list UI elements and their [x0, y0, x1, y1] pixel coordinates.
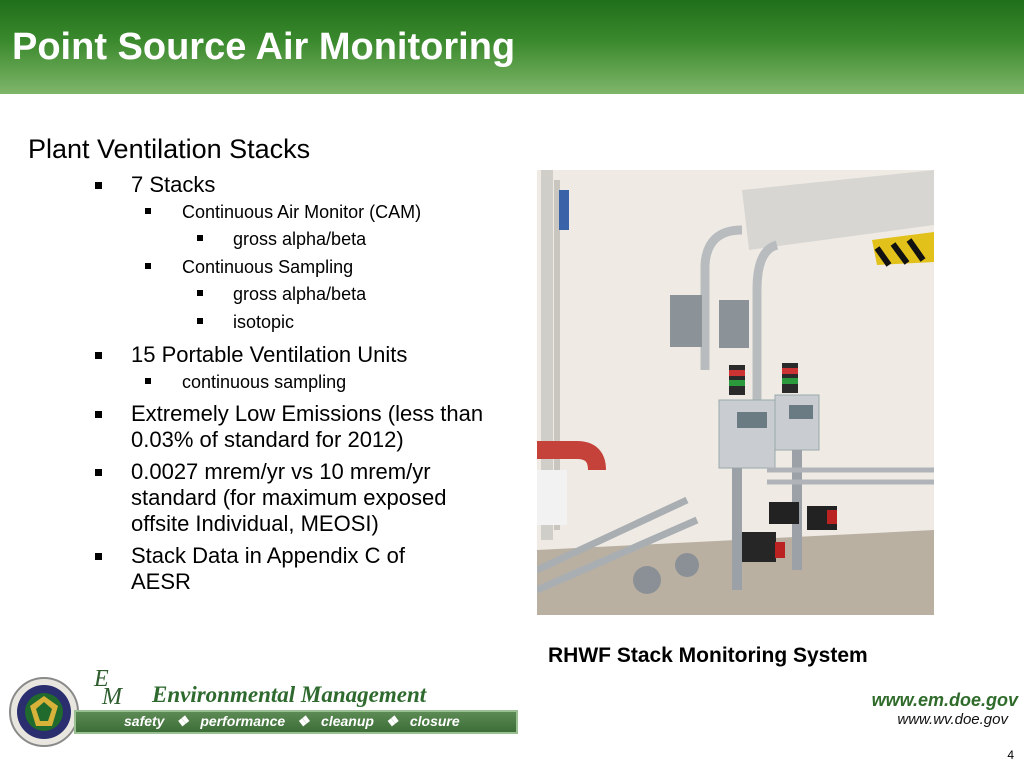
bullet-content — [28, 130, 508, 595]
section-heading: Plant Ventilation Stacks — [28, 134, 311, 164]
sub-sub-bullet-item: isotopic — [28, 308, 508, 336]
photo-caption: RHWF Stack Monitoring System — [548, 644, 868, 667]
url-wv-doe[interactable]: www.wv.doe.gov — [897, 711, 1008, 728]
bullet-item: Stack Data in Appendix C of AESR — [28, 543, 468, 595]
title-bar — [0, 0, 1024, 94]
sub-sub-bullet-item: gross alpha/beta — [28, 280, 508, 308]
url-em-doe[interactable]: www.em.doe.gov — [871, 690, 1018, 710]
bullet-item: 0.0027 mrem/yr vs 10 mrem/yr standard (for maximum exposed offsite Individual, MEOSI) — [28, 459, 496, 537]
em-letter-m: M — [102, 684, 122, 710]
bullet-item: Extremely Low Emissions (less than 0.03% of standard for 2012) — [28, 401, 496, 453]
em-letter-e: E — [94, 666, 109, 692]
em-logo — [94, 666, 122, 710]
sub-bullet-item: continuous sampling — [28, 369, 508, 395]
slide-title: Point Source Air Monitoring — [12, 26, 516, 68]
sub-bullet-item: Continuous Air Monitor (CAM) — [28, 199, 508, 225]
doe-seal-icon — [8, 676, 80, 748]
em-title: Environmental Management — [152, 682, 427, 707]
sub-bullet-item: Continuous Sampling — [28, 254, 508, 280]
sub-sub-bullet-item: gross alpha/beta — [28, 225, 508, 253]
page-number: 4 — [1007, 748, 1014, 762]
bullet-item: 7 Stacks — [28, 172, 508, 198]
bullet-item: 15 Portable Ventilation Units — [28, 342, 508, 368]
em-tagline: safety ❖ performance ❖ cleanup ❖ closure — [124, 713, 460, 729]
stack-monitoring-photo — [537, 170, 934, 615]
